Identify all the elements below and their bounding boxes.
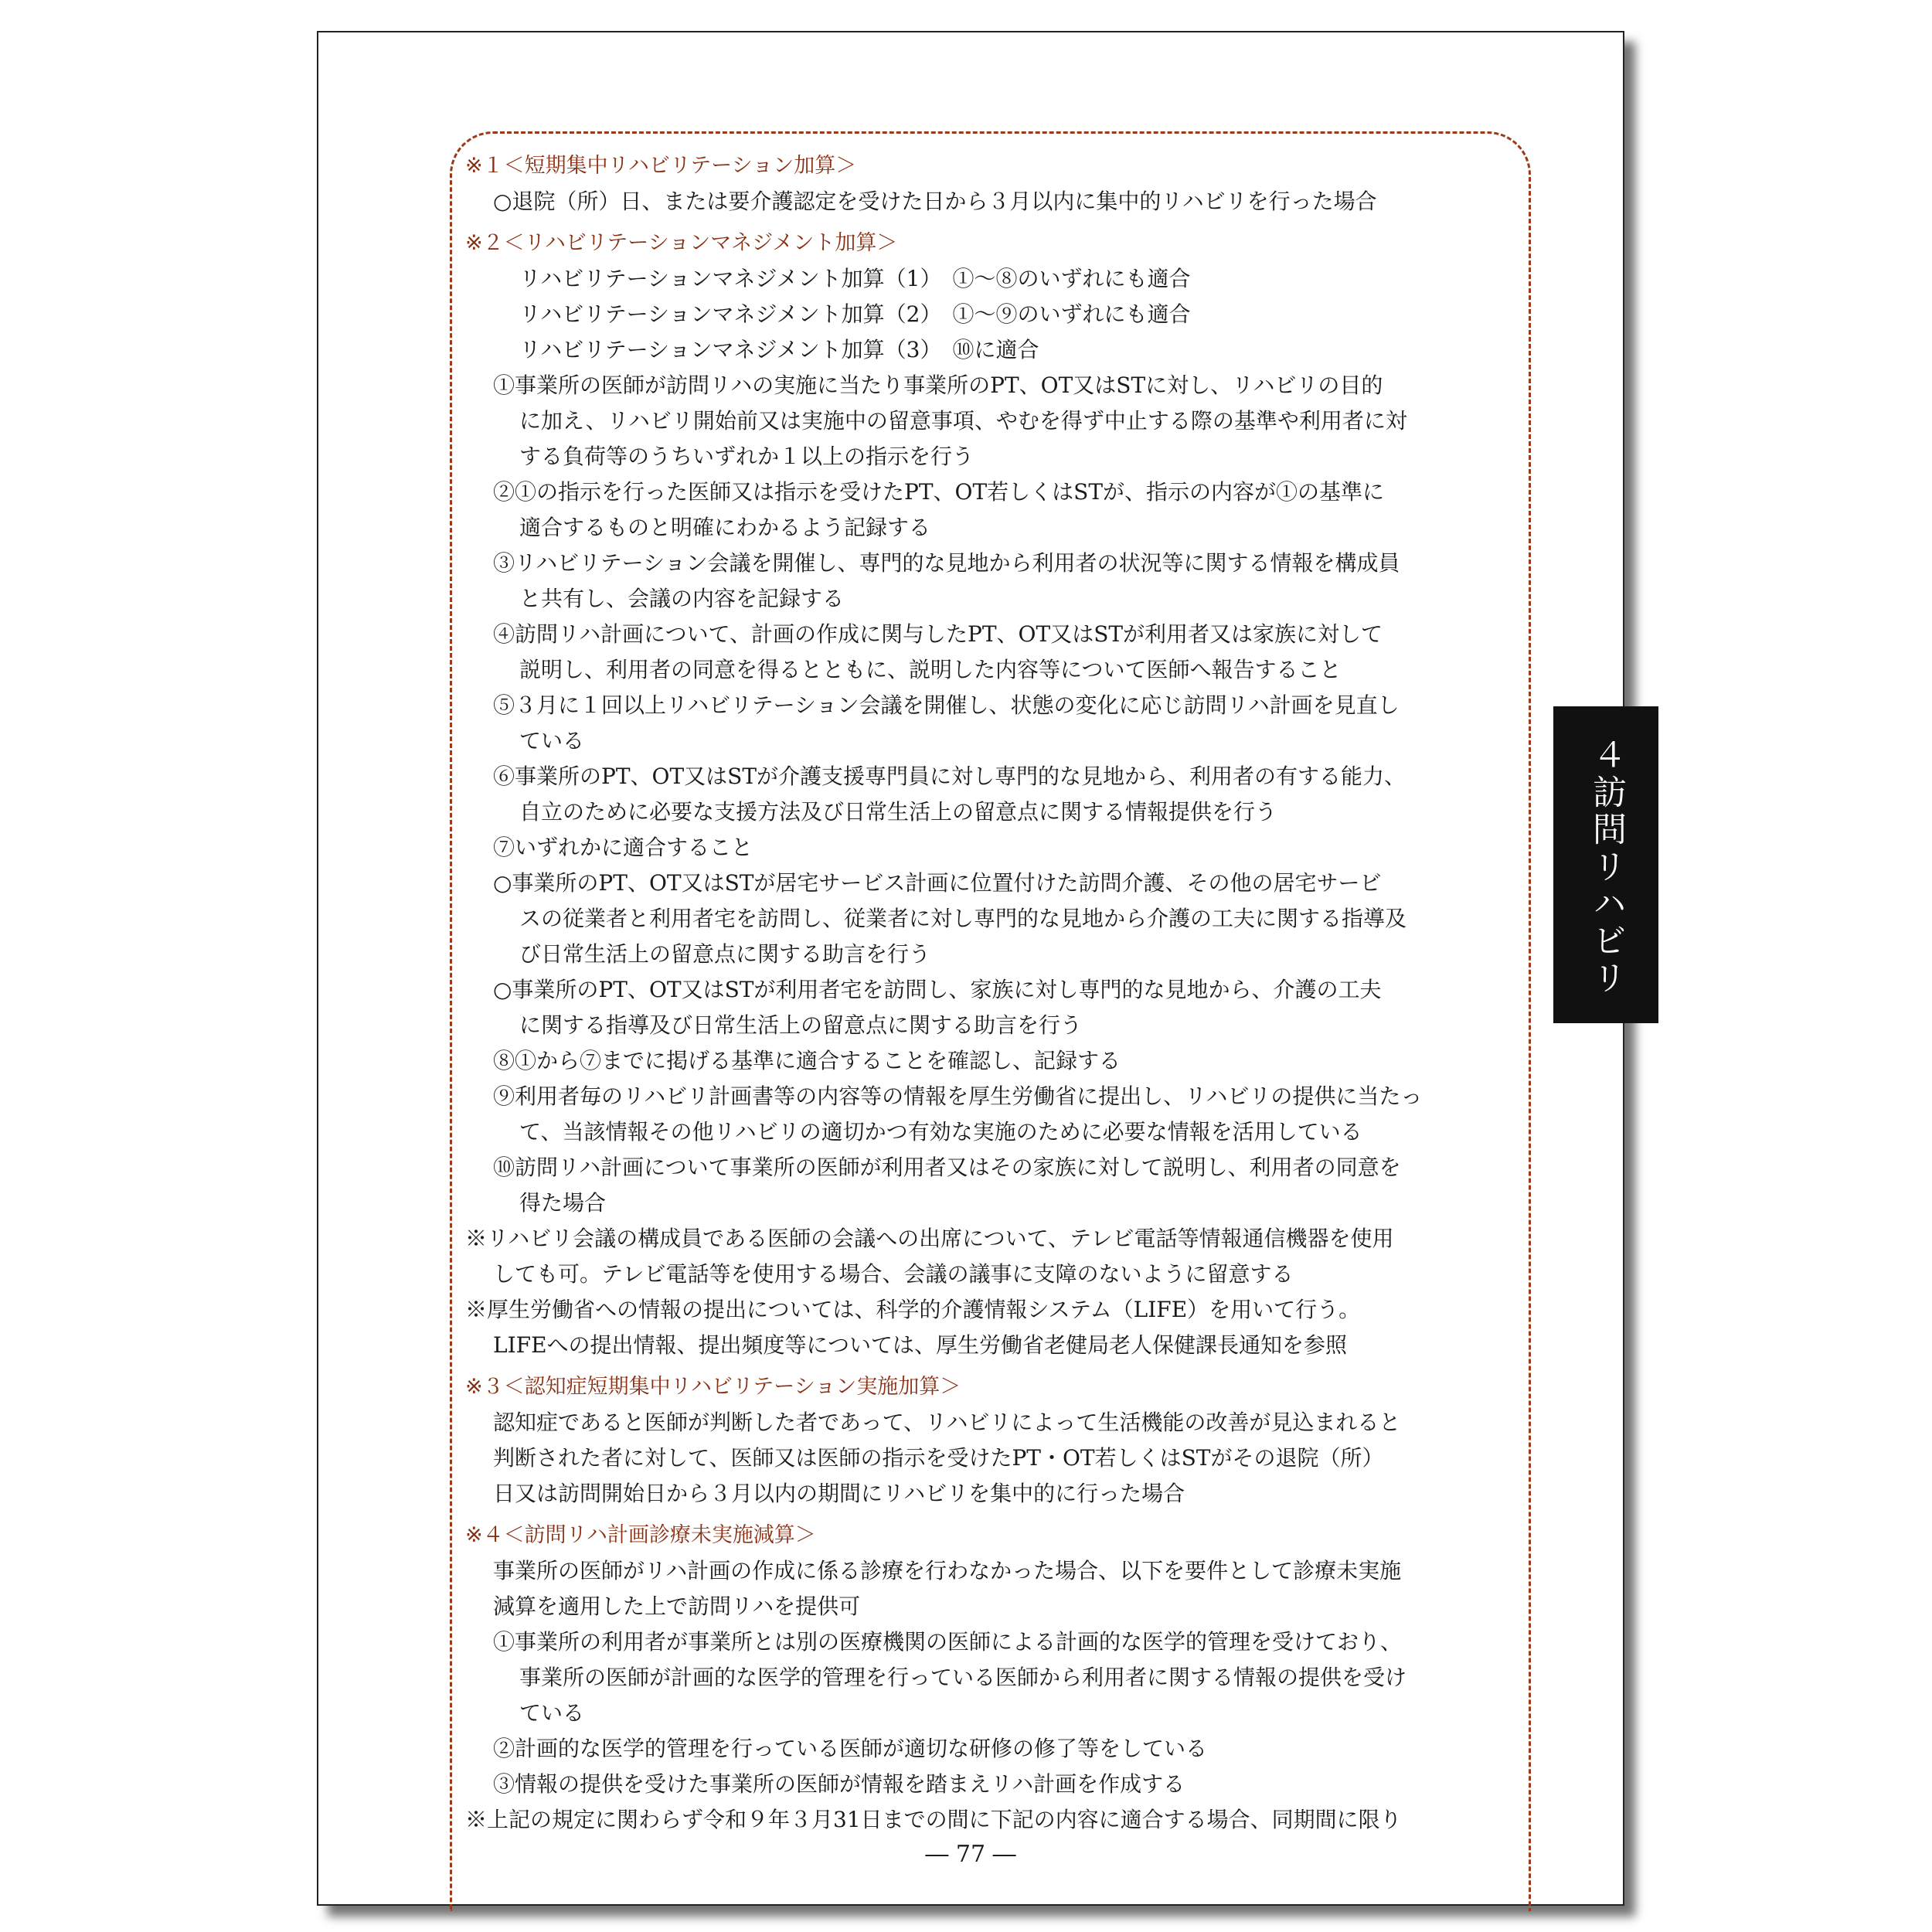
text-line: ②計画的な医学的管理を行っている医師が適切な研修の修了等をしている — [493, 1736, 1208, 1761]
text-line: ※厚生労働省への情報の提出については、科学的介護情報システム（LIFE）を用いて行う。 — [465, 1297, 1361, 1322]
text-line: ①事業所の医師が訪問リハの実施に当たり事業所のPT、OT又はSTに対し、リハビリの目的 — [493, 372, 1383, 398]
text-line: しても可。テレビ電話等を使用する場合、会議の議事に支障のないように留意する — [493, 1261, 1294, 1287]
text-line: 減算を適用した上で訪問リハを提供可 — [493, 1594, 861, 1619]
text-line: 事業所の医師が計画的な医学的管理を行っている医師から利用者に関する情報の提供を受け — [519, 1665, 1407, 1690]
text-line: と共有し、会議の内容を記録する — [519, 586, 845, 611]
text-line: ③リハビリテーション会議を開催し、専門的な見地から利用者の状況等に関する情報を構成員 — [493, 550, 1400, 576]
text-line: する負荷等のうちいずれか１以上の指示を行う — [519, 444, 975, 469]
text-line: ⑨利用者毎のリハビリ計画書等の内容等の情報を厚生労働省に提出し、リハビリの提供に当たっ — [493, 1083, 1423, 1109]
text-line: ⑤３月に１回以上リハビリテーション会議を開催し、状態の変化に応じ訪問リハ計画を見直し — [493, 692, 1400, 718]
text-line: 適合するものと明確にわかるよう記録する — [519, 515, 931, 540]
text-line: ④訪問リハ計画について、計画の作成に関与したPT、OT又はSTが利用者又は家族に対して — [493, 621, 1383, 647]
text-line: 判断された者に対して、医師又は医師の指示を受けたPT・OT若しくはSTがその退院（所） — [493, 1445, 1384, 1471]
text-line: ※リハビリ会議の構成員である医師の会議への出席について、テレビ電話等情報通信機器を使用 — [465, 1226, 1394, 1251]
text-line: ○退院（所）日、または要介護認定を受けた日から３月以内に集中的リハビリを行った場合 — [493, 189, 1377, 214]
text-line: リハビリテーションマネジメント加算（1） ①～⑧のいずれにも適合 — [519, 266, 1191, 291]
text-line: ○事業所のPT、OT又はSTが利用者宅を訪問し、家族に対し専門的な見地から、介護の工夫 — [493, 977, 1382, 1002]
text-line: ⑦いずれかに適合すること — [493, 835, 753, 860]
note-heading: ※２＜リハビリテーションマネジメント加算＞ — [465, 231, 898, 255]
text-line: リハビリテーションマネジメント加算（2） ①～⑨のいずれにも適合 — [519, 301, 1191, 327]
text-line: 得た場合 — [519, 1190, 607, 1216]
text-line: ⑩訪問リハ計画について事業所の医師が利用者又はその家族に対して説明し、利用者の同意を — [493, 1155, 1401, 1180]
note-heading: ※１＜短期集中リハビリテーション加算＞ — [465, 154, 857, 178]
text-line: ⑥事業所のPT、OT又はSTが介護支援専門員に対し専門的な見地から、利用者の有する能力、 — [493, 764, 1406, 789]
text-line: 自立のために必要な支援方法及び日常生活上の留意点に関する情報提供を行う — [519, 799, 1277, 825]
text-line: ○事業所のPT、OT又はSTが居宅サービス計画に位置付けた訪問介護、その他の居宅サービ — [493, 870, 1382, 896]
text-line: 事業所の医師がリハ計画の作成に係る診療を行わなかった場合、以下を要件として診療未実施 — [493, 1558, 1402, 1583]
text-line: 日又は訪問開始日から３月以内の期間にリハビリを集中的に行った場合 — [493, 1481, 1185, 1506]
text-line: ⑧①から⑦までに掲げる基準に適合することを確認し、記録する — [493, 1048, 1121, 1073]
text-line: スの従業者と利用者宅を訪問し、従業者に対し専門的な見地から介護の工夫に関する指導及 — [519, 906, 1407, 931]
text-line: て、当該情報その他リハビリの適切かつ有効な実施のために必要な情報を活用している — [519, 1119, 1362, 1145]
text-line: ている — [519, 1700, 585, 1726]
document-page — [317, 31, 1624, 1906]
text-line: び日常生活上の留意点に関する助言を行う — [519, 941, 931, 967]
note-heading: ※３＜認知症短期集中リハビリテーション実施加算＞ — [465, 1375, 961, 1399]
text-line: に加え、リハビリ開始前又は実施中の留意事項、やむを得ず中止する際の基準や利用者に対 — [519, 408, 1407, 434]
text-line: ている — [519, 728, 585, 753]
text-line: LIFEへの提出情報、提出頻度等については、厚生労働省老健局老人保健課長通知を参照 — [493, 1332, 1347, 1358]
text-line: に関する指導及び日常生活上の留意点に関する助言を行う — [519, 1012, 1083, 1038]
text-line: リハビリテーションマネジメント加算（3） ⑩に適合 — [519, 337, 1039, 362]
section-side-tab: ４訪問リハビリ — [1553, 706, 1658, 1023]
text-line: ③情報の提供を受けた事業所の医師が情報を踏まえリハ計画を作成する — [493, 1771, 1185, 1797]
text-line: 説明し、利用者の同意を得るとともに、説明した内容等について医師へ報告すること — [519, 657, 1342, 682]
text-line: ①事業所の利用者が事業所とは別の医療機関の医師による計画的な医学的管理を受けており、 — [493, 1629, 1403, 1655]
notes-content — [465, 148, 1532, 1838]
text-line: ②①の指示を行った医師又は指示を受けたPT、OT若しくはSTが、指示の内容が①の基準に — [493, 479, 1385, 505]
text-line: ※上記の規定に関わらず令和９年３月31日までの間に下記の内容に適合する場合、同期間に限り — [465, 1807, 1402, 1832]
page-number: ― 77 ― — [925, 1841, 1016, 1868]
text-line: 認知症であると医師が判断した者であって、リハビリによって生活機能の改善が見込まれると — [493, 1410, 1401, 1435]
note-heading: ※４＜訪問リハ計画診療未実施減算＞ — [465, 1523, 816, 1547]
